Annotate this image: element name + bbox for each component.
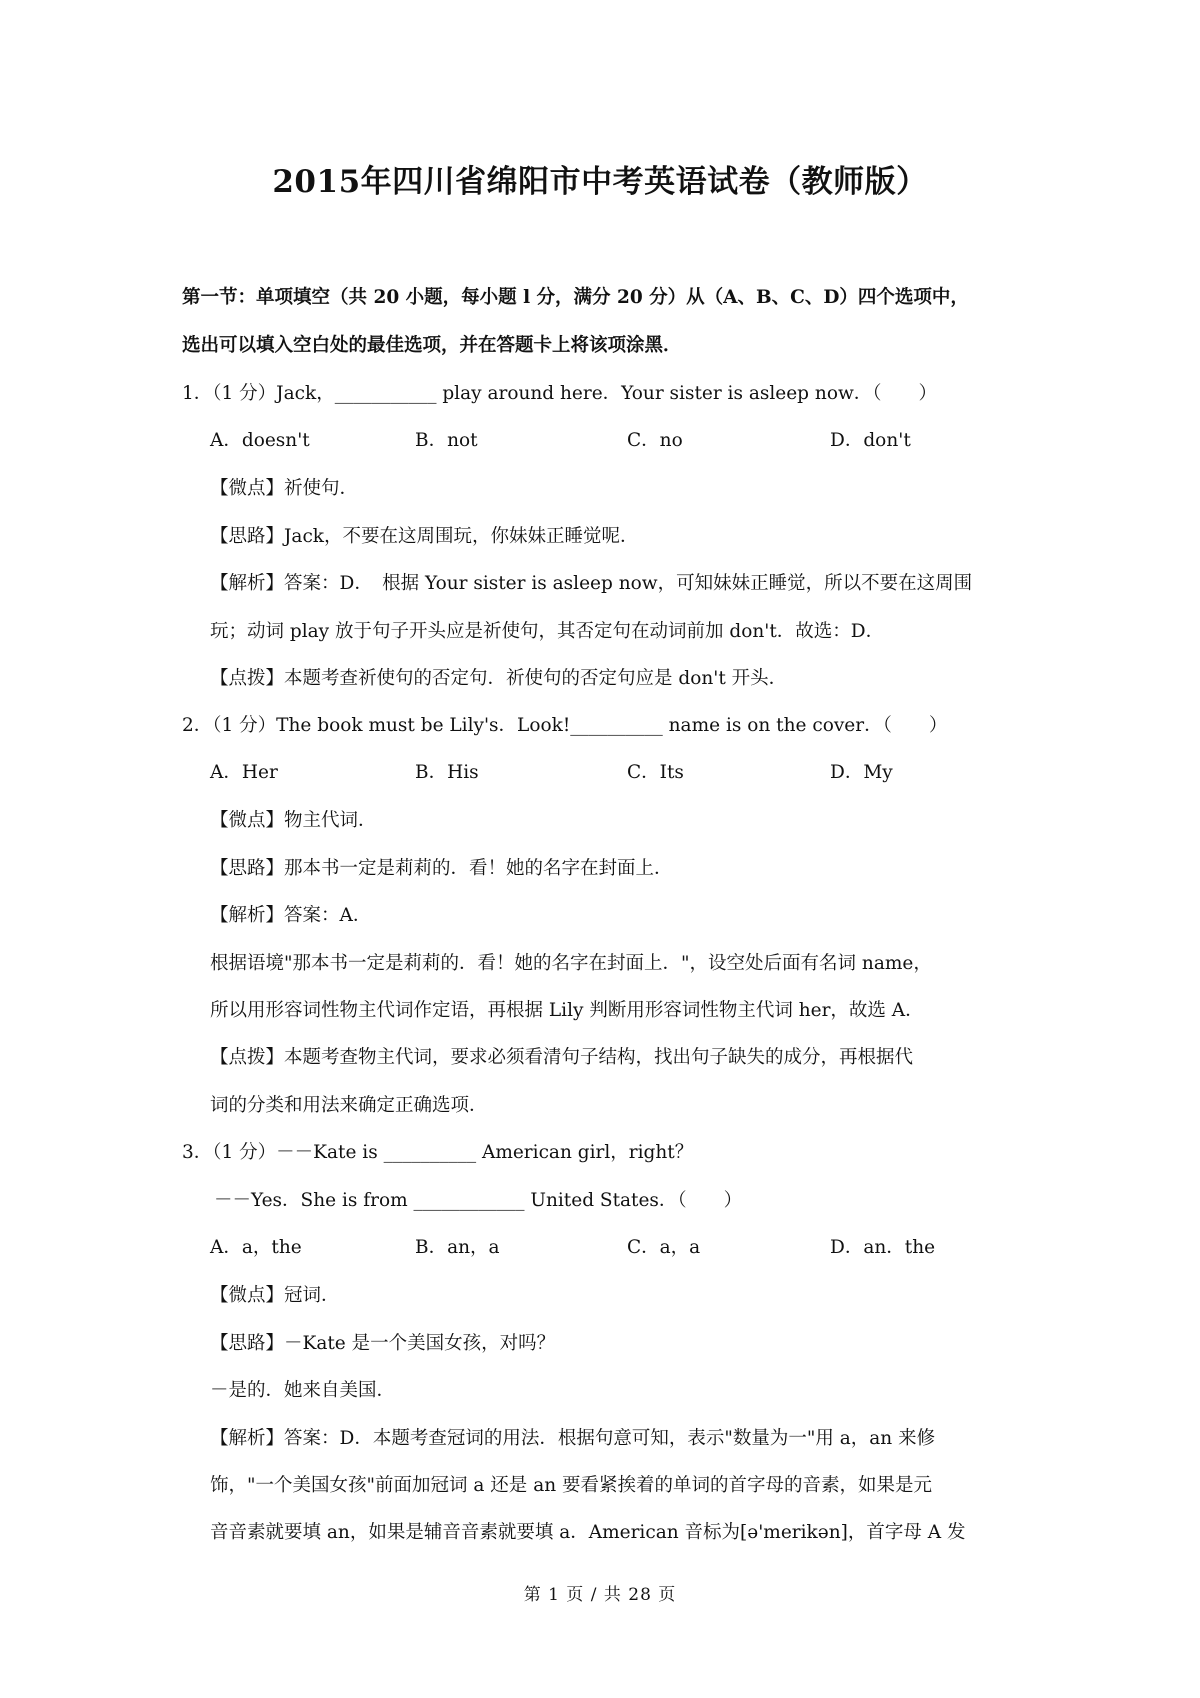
- tip-label: 【点拨】本题考查祈使句的否定句．祈使句的否定句应是 don't 开头．: [210, 668, 788, 689]
- tip-text: 词的分类和用法来确定正确选项．: [210, 1095, 488, 1116]
- page-footer: 第 1 页 / 共 28 页: [523, 1585, 677, 1605]
- option-a: A．doesn't: [210, 430, 310, 451]
- question-stem: 3．（1 分）－－Kate is __________ American girl，right？: [182, 1142, 694, 1163]
- option-c: C．Its: [627, 762, 684, 783]
- analysis-text: 【解析】答案：D．本题考查冠词的用法．根据句意可知，表示"数量为一"用 a，an 来修: [210, 1428, 936, 1449]
- analysis-text: 【解析】答案：D． 根据 Your sister is asleep now，可知妹妹正睡觉，所以不要在这周围: [210, 573, 973, 594]
- option-b: B．His: [415, 762, 479, 783]
- point-label: 【微点】物主代词．: [210, 810, 377, 831]
- question-stem: －－Yes．She is from ____________ United States．（ ）: [214, 1190, 743, 1211]
- option-c: C．no: [627, 430, 683, 451]
- analysis-text: 饰，"一个美国女孩"前面加冠词 a 还是 an 要看紧挨着的单词的首字母的音素，如果是元: [210, 1475, 933, 1496]
- question-stem: 2．（1 分）The book must be Lily's．Look!__________ name is on the cover．（ ）: [182, 715, 948, 736]
- analysis-text: 玩；动词 play 放于句子开头应是祈使句，其否定句在动词前加 don't．故选：D．: [210, 621, 885, 642]
- analysis-text: 根据语境"那本书一定是莉莉的．看！她的名字在封面上．"，设空处后面有名词 name，: [210, 953, 932, 974]
- option-c: C．a，a: [627, 1237, 701, 1258]
- analysis-text: 【解析】答案：A．: [210, 905, 372, 926]
- point-label: 【微点】祈使句．: [210, 478, 359, 499]
- document-title: 2015年四川省绵阳市中考英语试卷（教师版）: [272, 164, 928, 200]
- point-label: 【微点】冠词．: [210, 1285, 340, 1306]
- option-b: B．an，a: [415, 1237, 500, 1258]
- thinking-label: 【思路】－Kate 是一个美国女孩，对吗？: [210, 1333, 556, 1354]
- thinking-text: －是的．她来自美国．: [210, 1380, 396, 1401]
- question-stem: 1．（1 分）Jack，___________ play around here．Your sister is asleep now．（ ）: [182, 383, 938, 404]
- analysis-text: 所以用形容词性物主代词作定语，再根据 Lily 判断用形容词性物主代词 her，故选 A．: [210, 1000, 924, 1021]
- option-a: A．Her: [210, 762, 278, 783]
- option-a: A．a，the: [210, 1237, 302, 1258]
- option-d: D．My: [830, 762, 893, 783]
- section-instructions-line-1: 第一节：单项填空（共 20 小题，每小题 l 分，满分 20 分）从（A、B、C、D）四个选项中，: [182, 287, 969, 308]
- thinking-label: 【思路】Jack，不要在这周围玩，你妹妹正睡觉呢．: [210, 526, 639, 547]
- section-instructions-line-2: 选出可以填入空白处的最佳选项，并在答题卡上将该项涂黑．: [182, 335, 682, 356]
- option-d: D．an．the: [830, 1237, 936, 1258]
- thinking-label: 【思路】那本书一定是莉莉的．看！她的名字在封面上．: [210, 858, 673, 879]
- analysis-text: 音音素就要填 an，如果是辅音音素就要填 a．American 音标为[ə'merikən]，首字母 A 发: [210, 1522, 966, 1543]
- option-d: D．don't: [830, 430, 911, 451]
- option-b: B．not: [415, 430, 478, 451]
- tip-label: 【点拨】本题考查物主代词，要求必须看清句子结构，找出句子缺失的成分，再根据代: [210, 1047, 914, 1068]
